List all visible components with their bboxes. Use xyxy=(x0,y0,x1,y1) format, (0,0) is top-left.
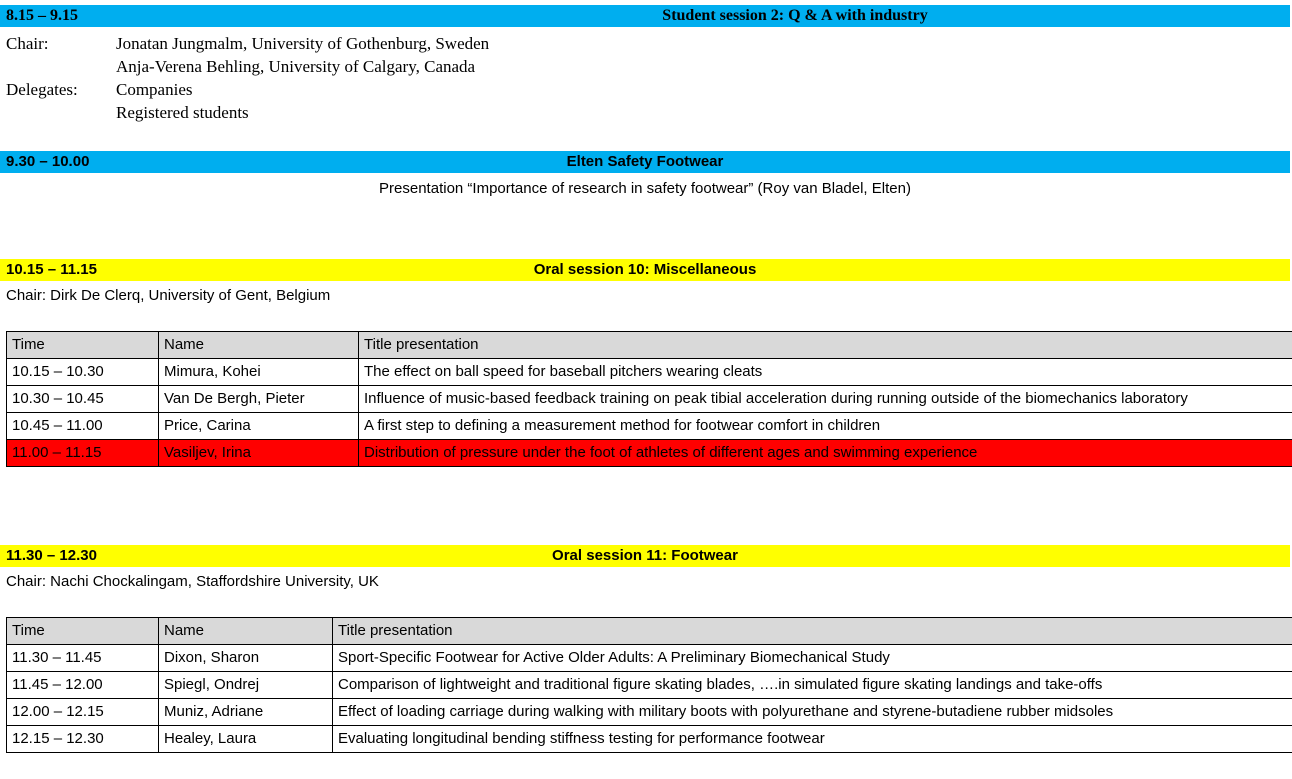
cell-title: Comparison of lightweight and traditional figure skating blades, ….in simulated figure skating landings and take-offs xyxy=(333,672,1292,699)
cell-title: A first step to defining a measurement method for footwear comfort in children xyxy=(359,413,1292,440)
session-title: Oral session 11: Footwear xyxy=(552,547,738,564)
cell-time: 11.00 – 11.15 xyxy=(7,440,159,467)
session-title: Elten Safety Footwear xyxy=(566,153,724,170)
cell-time: 11.45 – 12.00 xyxy=(7,672,159,699)
column-header-title: Title presentation xyxy=(333,618,1292,645)
delegates-label: Delegates: xyxy=(6,80,78,99)
session-title: Oral session 10: Miscellaneous xyxy=(533,261,757,278)
session-chair: Chair: Nachi Chockalingam, Staffordshire University, UK xyxy=(6,573,379,590)
chair-label: Chair: xyxy=(6,34,49,53)
chair-value-1: Jonatan Jungmalm, University of Gothenburg, Sweden xyxy=(116,34,490,53)
table-row xyxy=(7,386,1292,413)
cell-time: 10.30 – 10.45 xyxy=(7,386,159,413)
session-chair: Chair: Dirk De Clerq, University of Gent, Belgium xyxy=(6,287,331,304)
chair-value-2: Anja-Verena Behling, University of Calgary, Canada xyxy=(116,57,476,76)
session-band-oral-session-10 xyxy=(0,259,1290,281)
table-header-row xyxy=(7,332,1292,359)
schedule-table-oral-session-11 xyxy=(6,617,1292,753)
cell-name: Muniz, Adriane xyxy=(159,699,333,726)
session-time: 8.15 – 9.15 xyxy=(6,7,78,24)
column-header-name: Name xyxy=(159,332,359,359)
schedule-table-oral-session-10 xyxy=(6,331,1292,467)
cell-title: Evaluating longitudinal bending stiffness testing for performance footwear xyxy=(333,726,1292,753)
cell-time: 11.30 – 11.45 xyxy=(7,645,159,672)
session-time: 11.30 – 12.30 xyxy=(6,547,97,564)
cell-name: Price, Carina xyxy=(159,413,359,440)
cell-name: Spiegl, Ondrej xyxy=(159,672,333,699)
cell-name: Vasiljev, Irina xyxy=(159,440,359,467)
column-header-name: Name xyxy=(159,618,333,645)
table-header-row xyxy=(7,618,1292,645)
session-band-student-session-2 xyxy=(0,5,1290,27)
cell-time: 12.00 – 12.15 xyxy=(7,699,159,726)
cell-title: Influence of music-based feedback training on peak tibial acceleration during running outside of the biomechanics laboratory xyxy=(359,386,1292,413)
cell-name: Healey, Laura xyxy=(159,726,333,753)
cell-name: Van De Bergh, Pieter xyxy=(159,386,359,413)
table-row xyxy=(7,726,1292,753)
cell-name: Mimura, Kohei xyxy=(159,359,359,386)
table-row xyxy=(7,359,1292,386)
column-header-time: Time xyxy=(7,332,159,359)
table-row-highlighted xyxy=(7,440,1292,467)
presentation-line: Presentation “Importance of research in safety footwear” (Roy van Bladel, Elten) xyxy=(379,180,911,197)
session-time: 10.15 – 11.15 xyxy=(6,261,97,278)
cell-time: 10.45 – 11.00 xyxy=(7,413,159,440)
session-band-oral-session-11 xyxy=(0,545,1290,567)
cell-title: The effect on ball speed for baseball pitchers wearing cleats xyxy=(359,359,1292,386)
cell-title: Effect of loading carriage during walking with military boots with polyurethane and styrene-butadiene rubber midsoles xyxy=(333,699,1292,726)
table-row xyxy=(7,699,1292,726)
session-time: 9.30 – 10.00 xyxy=(6,153,90,170)
cell-name: Dixon, Sharon xyxy=(159,645,333,672)
table-row xyxy=(7,645,1292,672)
cell-time: 12.15 – 12.30 xyxy=(7,726,159,753)
session-title: Student session 2: Q & A with industry xyxy=(662,7,928,24)
column-header-time: Time xyxy=(7,618,159,645)
table-row xyxy=(7,413,1292,440)
cell-time: 10.15 – 10.30 xyxy=(7,359,159,386)
session-band-elten-safety-footwear xyxy=(0,151,1290,173)
table-row xyxy=(7,672,1292,699)
delegates-value-1: Companies xyxy=(116,80,193,99)
column-header-title: Title presentation xyxy=(359,332,1292,359)
cell-title: Distribution of pressure under the foot of athletes of different ages and swimming experience xyxy=(359,440,1292,467)
cell-title: Sport-Specific Footwear for Active Older Adults: A Preliminary Biomechanical Study xyxy=(333,645,1292,672)
delegates-value-2: Registered students xyxy=(116,103,249,122)
